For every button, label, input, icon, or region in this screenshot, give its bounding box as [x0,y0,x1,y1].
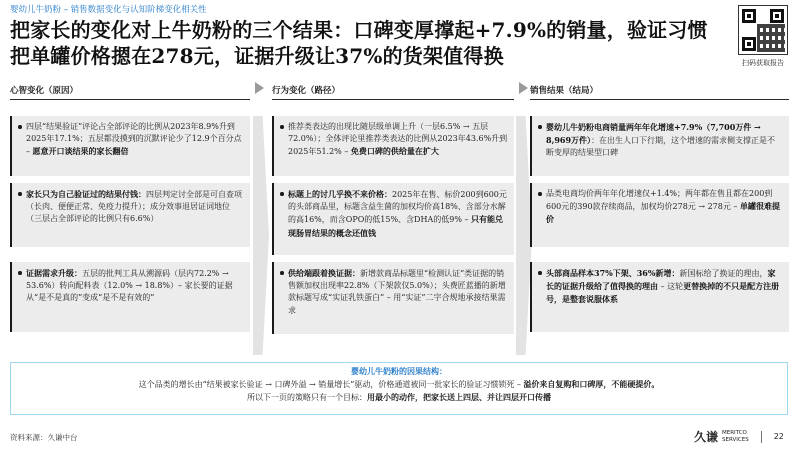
card-mind-3 [10,262,250,332]
card-emphasis: 单罐很难提价 [546,201,780,225]
summary-text: 所以下一页的策略只有一个目标： [247,393,367,402]
summary-line-1 [11,378,787,392]
logo-mark: 久谦 [694,430,719,444]
summary-text: 这个品类的增长由“结果被家长验证 → 口碑外溢 → 销量增长”驱动，价格通道被同一批家长的验证习惯锁死 – [138,379,524,389]
card-mind-2 [10,183,250,247]
card-behavior-2 [272,183,514,255]
card-behavior-3 [272,262,514,334]
card-text: 新增款商品标题里“检测认证”类证据的销售额加权出现率22.8%（下架款仅5.0%）；头费匠蓝播的新增款标题写成“实证乳铁蛋白” – 用“实证”二字合规地承接结果需求 [288,269,506,315]
card-text: 推荐类表达的出现比随层级单调上升（一层6.5% → 五层72.0%）；全体评论里推荐类表达的比例从2023年43.6%升到2025年51.2% – [288,122,508,157]
card-sales-3 [530,262,789,332]
card-emphasis: 供给端跟着换证据： [288,268,360,278]
card-text: 四层“结果验证”评论占全部评论的比例从2023年8.9%升到2025年17.1%；五层都没摸到的沉默评论少了12.9个百分点 – [26,122,242,157]
arrow-icon [519,82,528,94]
card-sales-2 [530,183,789,247]
page-number: 22 [773,432,784,441]
card-text: – 这轮 [658,282,684,292]
bullet-icon [280,125,284,129]
card-behavior-1 [272,116,514,176]
bullet-icon [18,125,22,129]
source-note: 资料来源：久谦中台 [10,433,78,442]
column-header-sales: 销售结果（结局） [530,84,789,100]
card-emphasis: 家长的证据升级给了值得换的理由 [546,268,776,292]
summary-emphasis: 溢价来自复购和口碑厚，不能硬提价。 [523,378,660,389]
card-text: 品类电商均价两年年化增速仅+1.4%；两年都在售且都在200到600元的390款存续商品，加权均价278元 → 278元 – [546,189,773,212]
card-emphasis: 只有能兑现肠胃结果的概念还值钱 [288,214,504,238]
bullet-icon [280,271,284,275]
card-text: 新国标给了换证的理由， [679,269,768,278]
card-emphasis: 家长只为自己验证过的结果付钱： [26,189,146,199]
column-header-behavior: 行为变化（路径） [272,84,514,100]
card-emphasis: 头部商品样本37%下架、36%新增： [546,268,680,278]
logo-words [722,430,749,443]
card-emphasis: 愿意开口谈结果的家长翻倍 [32,146,129,157]
logo-line-2: SERVICES [722,436,749,443]
card-emphasis: 婴幼儿牛奶粉电商销量两年年化增速+7.9%（7,700万件 → 8,969万件） [546,122,761,146]
page-headline: 把家长的变化对上牛奶粉的三个结果：口碑变厚撑起+7.9%的销量，验证习惯把单罐价格摁在278元，证据升级让37%的货架值得换 [10,18,708,68]
summary-line-2 [11,391,787,405]
bullet-icon [18,271,22,275]
card-emphasis: 证据需求升级： [26,268,82,278]
company-logo [694,428,784,445]
card-sales-1 [530,116,789,176]
card-mind-1 [10,116,250,176]
card-text: ：在出生人口下行期，这个增速的需求侧支撑正是不断变厚的结果型口碑 [546,136,776,158]
summary-emphasis: 用最小的动作，把家长送上四层、并让四层开口传播 [367,392,551,402]
section-topline: 婴幼儿牛奶粉 – 销售数据变化与认知阶梯变化相关性 [10,5,207,15]
qr-caption: 扫码获取报告 [742,59,784,67]
flow-chevron [253,116,269,355]
bullet-icon [280,192,284,196]
summary-title: 婴幼儿牛奶粉的因果结构： [351,366,447,376]
card-text: 2025年在售、标价200到600元的头部商品里，标题含益生菌的加权均价高18%、含部分水解的高16%，而含OPO的低15%、含DHA的低9% – [288,190,507,225]
logo-divider [761,431,762,443]
logo-line-1: MERITCO [722,430,747,436]
card-emphasis: 免费口碑的供给量在扩大 [350,146,439,157]
bullet-icon [538,192,542,196]
card-emphasis: 标题上的讨几乎换不来价格： [288,189,392,199]
bullet-icon [18,192,22,196]
summary-box [10,362,788,415]
column-header-mind: 心智变化（原因） [10,84,250,100]
bullet-icon [538,271,542,275]
qr-code-icon [738,5,788,55]
arrow-icon [255,82,264,94]
card-text: 五层的批判工具从溯源码（层内72.2% → 53.6%）转向配料表（12.0% → 18.8%）– 家长要的证据从“是不是真的”变成“是不是有效的” [26,269,233,303]
bullet-icon [538,125,542,129]
card-emphasis: 更替换掉的不只是配方注册号，是整套说服体系 [546,281,780,305]
card-text: 四层判定讨全部是可自查项（长肉、便便正常、免疫力提升）；成分效事退居证词地位（三层占全部评论的比例只有6.6%） [26,190,242,224]
